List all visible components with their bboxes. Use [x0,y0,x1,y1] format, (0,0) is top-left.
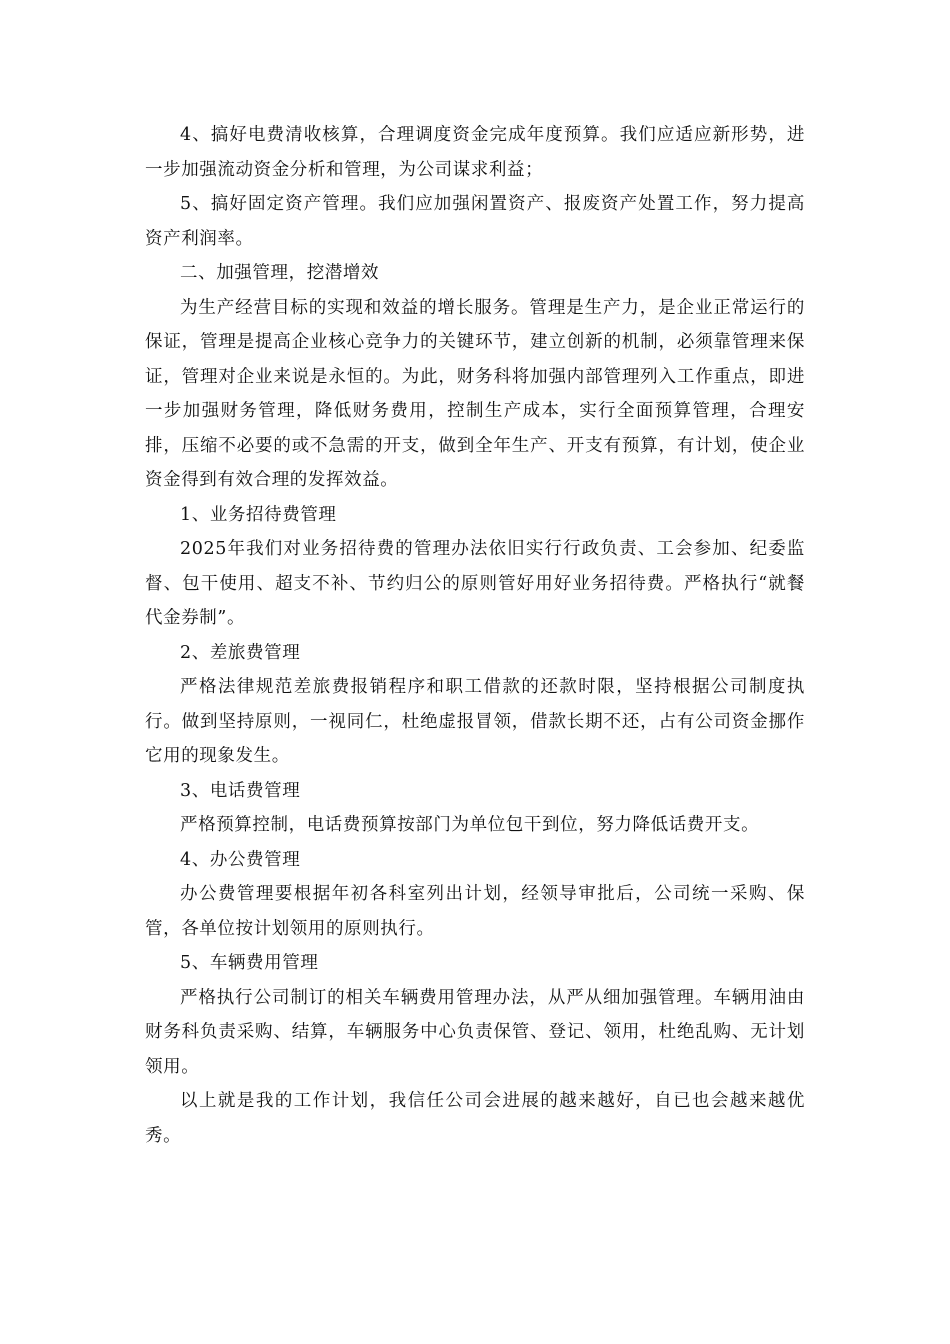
subheading-entertainment-fee: 1、业务招待费管理 [180,504,337,525]
paragraph-phone-fee: 严格预算控制，电话费预算按部门为单位包干到位，努力降低话费开支。 [180,815,760,835]
paragraph-vehicle-fee: 严格执行公司制订的相关车辆费用管理办法，从严从细加强管理。车辆用油由财务科负责采购、结算，车辆服务中心负责保管、登记、领用，杜绝乱购、无计划领用。 [145,987,805,1077]
paragraph-management-intro: 为生产经营目标的实现和效益的增长服务。管理是生产力，是企业正常运行的保证，管理是提高企业核心竞争力的关键环节，建立创新的机制，必须靠管理来保证，管理对企业来说是永恒的。为此，财务科将加强内部管理列入工作重点，即进一步加强财务管理，降低财务费用，控制生产成本，实行全面预算管理，合理安排，压缩不必要的或不急需的开支，做到全年生产、开支有预算，有计划，使企业资金得到有效合理的发挥效益。 [145,297,805,490]
subheading-phone-fee: 3、电话费管理 [180,780,301,801]
subheading-travel-fee: 2、差旅费管理 [180,642,301,663]
paragraph-office-fee: 办公费管理要根据年初各科室列出计划，经领导审批后，公司统一采购、保管，各单位按计划领用的原则执行。 [145,884,805,939]
paragraph-travel-fee: 严格法律规范差旅费报销程序和职工借款的还款时限，坚持根据公司制度执行。做到坚持原则，一视同仁，杜绝虚报冒领，借款长期不还，占有公司资金挪作它用的现象发生。 [145,677,805,766]
document-body [145,118,805,1153]
subheading-vehicle-fee: 5、车辆费用管理 [180,953,319,973]
paragraph-fixed-assets: 5、搞好固定资产管理。我们应加强闲置资产、报废资产处置工作，努力提高资产利润率。 [145,194,805,249]
paragraph-electricity-fee: 4、搞好电费清收核算，合理调度资金完成年度预算。我们应适应新形势，进一步加强流动资金分析和管理，为公司谋求利益； [145,125,805,180]
section-heading-management: 二、加强管理，挖潜增效 [180,263,380,283]
paragraph-entertainment-fee: 2025年我们对业务招待费的管理办法依旧实行行政负责、工会参加、纪委监督、包干使用、超支不补、节约归公的原则管好用好业务招待费。严格执行“就餐代金券制”。 [145,539,805,628]
subheading-office-fee: 4、办公费管理 [180,849,301,870]
paragraph-conclusion: 以上就是我的工作计划，我信任公司会进展的越来越好，自已也会越来越优秀。 [145,1091,805,1146]
